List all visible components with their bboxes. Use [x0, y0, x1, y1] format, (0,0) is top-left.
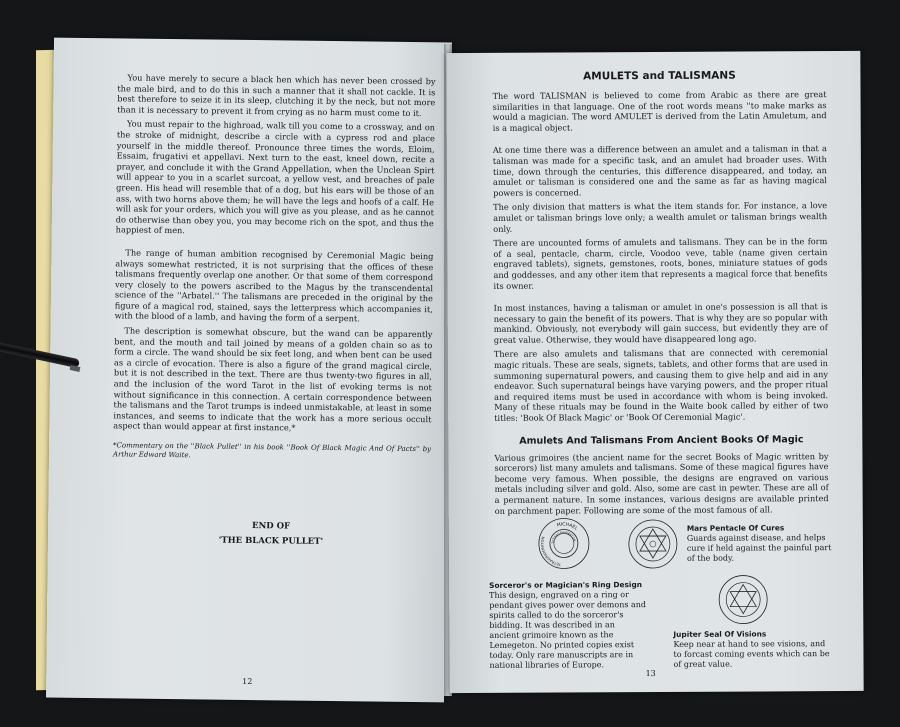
item-title: Mars Pentacle Of Cures [686, 523, 785, 533]
right-page [446, 51, 863, 693]
page-number: 12 [242, 676, 253, 687]
ring-seal-icon [537, 516, 591, 570]
ring-top-text: MICHAEL [556, 522, 579, 532]
left-paragraph: The description is somewhat obscure, but the wand can be apparently bent, and the mouth and tail joined by means of a golden chain so as to form a circle. The wand should be six feet long, and when bent can be used as a circle of evocation. There is also a figure of the grand magical circle, but it is not described in the text. There are thus twenty-two figures in all, and the inclusion of the word Tarot in the list of evoking terms is not without significance in this connection. A certain correspondence between the talismans and the Tarot trumps is indeed unmistakable, at least in some instances, and seems to indicate that the work has a more serious occult aspect than would appear at first instance,* [113, 325, 433, 433]
end-heading [112, 517, 430, 551]
end-line: END OF [252, 521, 291, 532]
left-page-text [112, 72, 436, 551]
ring-inner-text: TETRAGRAMMATON [550, 530, 577, 544]
jupiter-seal-icon [717, 573, 769, 625]
right-paragraph: At one time there was a difference between an amulet and a talisman in that a talisman was made for a specific task, and an amulet had broader uses. With time, down through the centuries, this difference disappeared, and today, an amulet or talisman is considered one and the same as far as having magical powers is concerned. [492, 143, 828, 198]
right-paragraph: The word TALISMAN is believed to come from Arabic as there are great similarities in that language. One of the root words means ''to make marks as would a magician. The word AMULET is derived from the Latin Amuletum, and is a magical object. [492, 89, 827, 133]
page-number: 13 [645, 669, 656, 679]
end-line: 'THE BLACK PULLET' [218, 535, 324, 547]
item-title: Sorceror's or Magician's Ring Design [489, 580, 643, 590]
footnote: *Commentary on the ''Black Pullet'' in his book ''Book Of Black Magic And Of Pacts'' by Arthur Edward Waite. [112, 441, 432, 460]
right-page-text [492, 69, 828, 520]
item-description: This design, engraved on a ring or pendant gives power over demons and spirits called to do the sorceror's bidding. It was described in an ancient grimoire known as the Lemegeton. No printed copies exist today. Only rare manuscripts are in national libraries of Europe. [489, 590, 647, 670]
left-paragraph: You have merely to secure a black hen which has never been crossed by the male bird, and to do this in such a manner that it shall not cackle. It is best therefore to seize it in its sleep, clutching it by the neck, but not more than it is necessary to prevent it from crying as no harm must come to it. [117, 72, 436, 118]
right-paragraph: Various grimoires (the ancient name for the secret Books of Magic written by sorcerors) list many amulets and talismans. Some of these magical figures have become very famous. When possible, the designs are engraved on various metals including silver and gold. Also, some are cast in pewter. These are all of a permanent nature. In some instances, various designs are available printed on parchment paper. Following are some of the most famous of all. [494, 450, 829, 516]
mars-pentacle-icon [627, 518, 679, 570]
left-page [46, 38, 452, 703]
right-paragraph: There are also amulets and talismans that are connected with ceremonial magic rituals. These are seals, signets, tablets, and other forms that are used in summoning supernatural powers, and causing them to give help and aid in any endeavor. Such supernatural beings have varying powers, and the proper ritual and required items must be used in accordance with whom is being invoked. Many of these rituals may be found in the Waite book called by either of two titles: 'Book Of Black Magic' or 'Book Of Ceremonial Magic'. [493, 347, 829, 423]
left-paragraph: You must repair to the highroad, walk till you come to a crossway, and on the stroke of midnight, describe a circle with a cypress rod and place yourself in the middle thereof. Pronounce three times the words, Eloim, Essaim, frugativi et appellavi. Next turn to the east, kneel down, recite a prayer, and conclude it with the Grand Appellation, when the Unclean Spirt will appear to you in a scarlet surcoat, a yellow vest, and breaches of pale green. His head will resemble that of a dog, but his ears will be those of an ass, with two horns above them; he will have the legs and hoofs of a calf. He will ask for your orders, which you will give as you please, and as he cannot do otherwise than obey you, you may become rich on the spot, and thus the happiest of men. [115, 118, 436, 236]
right-paragraph: The only division that matters is what the item stands for. For instance, a love amulet or talisman brings love only; a wealth amulet or talisman brings wealth only. [493, 200, 828, 234]
right-paragraph: There are uncounted forms of amulets and talismans. They can be in the form of a seal, pentacle, charm, circle, Voodoo veve, table (name given certain engraved tablets), signets, gemstones, roots, bones, miniature statues of gods and goddesses, and any other item that represents a magical force that benefits its owner. [493, 236, 828, 291]
item-description: Keep near at hand to see visions, and to forcast coming events which can be of great value. [673, 639, 830, 669]
item-title: Jupiter Seal Of Visions [673, 629, 767, 639]
left-paragraph: The range of human ambition recognised by Ceremonial Magic being always somewhat restricted, it is not surprising that the offices of these talismans frequently overlap one another. Or that some of them correspond very closely to the powers ascribed to the Magus by the transcendental science of the ''Arbatel.'' The talismans are preceded in the original by the figure of a magical rod, stained, says the letterpress which accompanies it, with the blood of a lamb, and having the form of a serpent. [114, 247, 434, 324]
page-title: AMULETS and TALISMANS [583, 69, 736, 83]
section-subtitle: Amulets And Talismans From Ancient Books Of Magic [519, 433, 804, 447]
right-paragraph: In most instances, having a talisman or amulet in one's possession is all that is necessary to gain the benefit of its powers. That is why they are so popular with mankind. Obviously, not everybody will gain success, but evidently they are of great value. Otherwise, they would have disappeared long ago. [493, 301, 828, 345]
item-description: Guards against disease, and helps cure if held against the painful part of the body. [686, 533, 832, 563]
ring-left-text: TETRAGRAMMATON [540, 536, 562, 567]
